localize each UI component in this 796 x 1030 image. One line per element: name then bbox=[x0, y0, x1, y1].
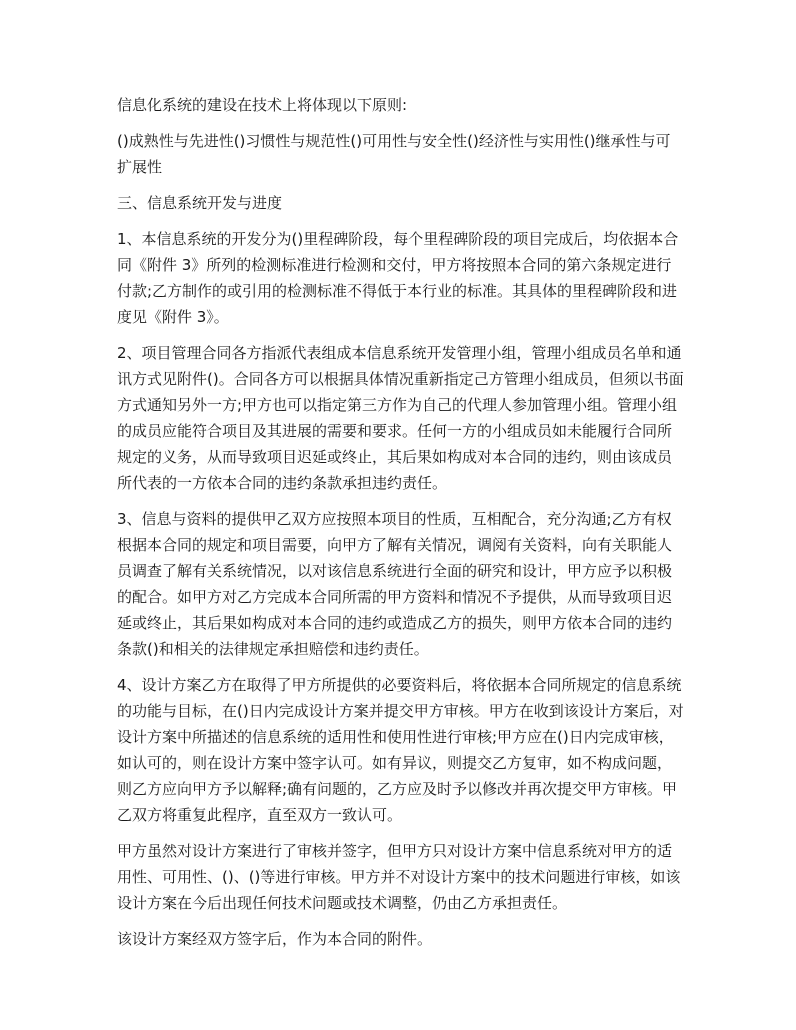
clause-1: 1、本信息系统的开发分为()里程碑阶段，每个里程碑阶段的项目完成后，均依据本合同《附件 3》所列的检测标准进行检测和交付，甲方将按照本合同的第六条规定进行付款;乙方制作的或引用的检测标准不得低于本行业的标准。其具体的里程碑阶段和进度见《附件 3》。 bbox=[117, 230, 679, 326]
document-body bbox=[117, 92, 685, 962]
principles-list: ()成熟性与先进性()习惯性与规范性()可用性与安全性()经济性与实用性()继承性与可扩展性 bbox=[117, 132, 671, 176]
principles-intro: 信息化系统的建设在技术上将体现以下原则: bbox=[117, 96, 408, 114]
appendix-note: 该设计方案经双方签字后，作为本合同的附件。 bbox=[117, 930, 433, 948]
review-scope-paragraph: 甲方虽然对设计方案进行了审核并签字，但甲方只对设计方案中信息系统对甲方的适用性、可用性、()、()等进行审核。甲方并不对设计方案中的技术问题进行审核，如该设计方案在今后出现任何技术问题或技术调整，仍由乙方承担责任。 bbox=[117, 842, 681, 912]
clause-4: 4、设计方案乙方在取得了甲方所提供的必要资料后，将依据本合同所规定的信息系统的功能与目标，在()日内完成设计方案并提交甲方审核。甲方在收到该设计方案后，对设计方案中所描述的信息系统的适用性和使用性进行审核;甲方应在()日内完成审核，如认可的，则在设计方案中签字认可。如有异议，则提交乙方复审，如不构成问题，则乙方应向甲方予以解释;确有问题的，乙方应及时予以修改并再次提交甲方审核。甲乙双方将重复此程序，直至双方一致认可。 bbox=[117, 676, 684, 824]
section-heading: 三、信息系统开发与进度 bbox=[117, 194, 283, 212]
clause-2: 2、项目管理合同各方指派代表组成本信息系统开发管理小组，管理小组成员名单和通讯方式见附件()。合同各方可以根据具体情况重新指定己方管理小组成员，但须以书面方式通知另外一方;甲方也可以指定第三方作为自己的代理人参加管理小组。管理小组的成员应能符合项目及其进展的需要和要求。任何一方的小组成员如未能履行合同所规定的义务，从而导致项目迟延或终止，其后果如构成对本合同的违约，则由该成员所代表的一方依本合同的违约条款承担违约责任。 bbox=[117, 344, 684, 492]
clause-3: 3、信息与资料的提供甲乙双方应按照本项目的性质，互相配合，充分沟通;乙方有权根据本合同的规定和项目需要，向甲方了解有关情况，调阅有关资料，向有关职能人员调查了解有关系统情况，以对该信息系统进行全面的研究和设计，甲方应予以积极的配合。如甲方对乙方完成本合同所需的甲方资料和情况不予提供，从而导致项目迟延或终止，其后果如构成对本合同的违约或造成乙方的损失，则甲方依本合同的违约条款()和相关的法律规定承担赔偿和违约责任。 bbox=[117, 510, 673, 658]
